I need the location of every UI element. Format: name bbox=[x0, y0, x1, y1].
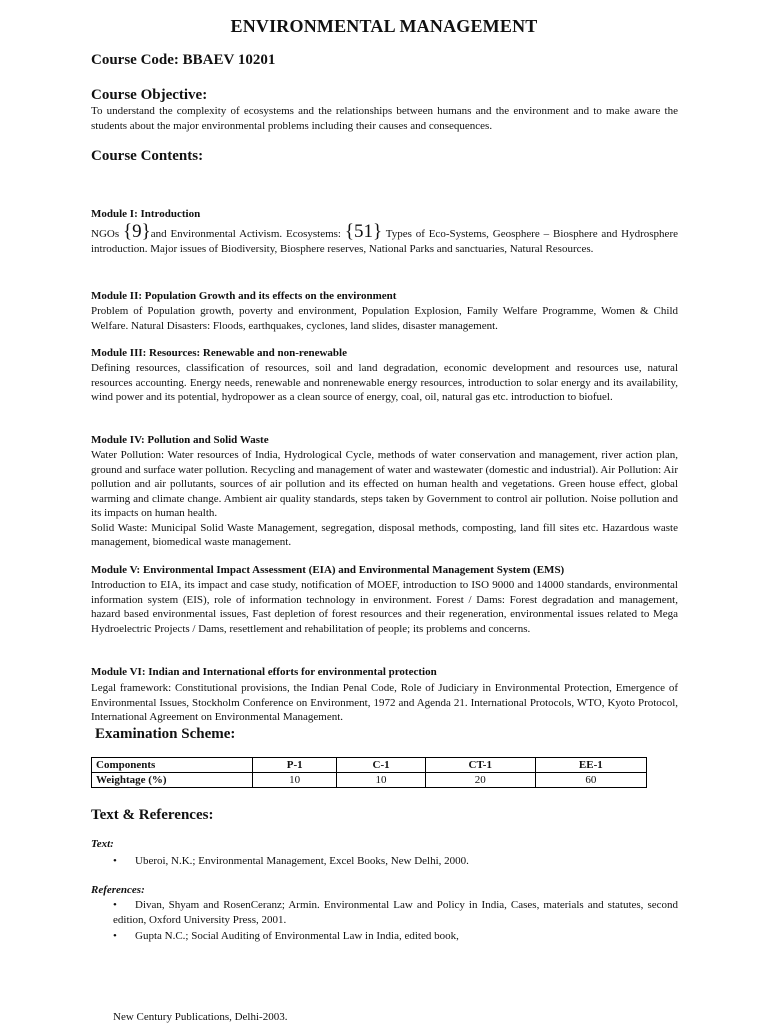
document-title: ENVIRONMENTAL MANAGEMENT bbox=[230, 16, 538, 36]
table-header-cell: P-1 bbox=[253, 758, 337, 773]
table-cell: 20 bbox=[425, 773, 535, 788]
module-6-text: Legal framework: Constitutional provisions, the Indian Penal Code, Role of Judiciary in Environmental Protection, Emergence of Environmental Issues, Stockholm Conference on Environment, 1972 and Agenda 21. International Protocols, WTO, Kyoto Protocol, International Agreement on Environmental Management. bbox=[91, 682, 678, 723]
bullet-icon: • bbox=[113, 899, 117, 911]
exam-heading: Examination Scheme: bbox=[95, 726, 236, 742]
objective-text: To understand the complexity of ecosystems and the relationships between humans and the environment and to make aware the students about the major environmental problems including their causes and consequences. bbox=[91, 105, 678, 132]
module-6-title: Module VI: Indian and International efforts for environmental protection bbox=[91, 666, 437, 678]
module-2-text: Problem of Population growth, poverty and environment, Population Explosion, Family Welfare Programme, Women & Child Welfare. Natural Disasters: Floods, earthquakes, cyclones, land slides, disaster management. bbox=[91, 305, 678, 332]
module-4-water-air: Water Pollution: Water resources of India, Hydrological Cycle, methods of water conservation and management, river action plan, ground and surface water pollution. Recycling and management of water and wastewater (domestic and industrial). Air Pollution: Air pollution and air pollutants, sources of air pollution and its effected on human health and vegetations. Green house effect, global warming and climate change. Ambient air quality standards, steps taken by Government to control air pollution. Noise pollution and its impacts on human health. bbox=[91, 449, 678, 519]
module-1-count-ngos: {9} bbox=[122, 221, 151, 242]
table-cell: 10 bbox=[253, 773, 337, 788]
table-header-cell: EE-1 bbox=[535, 758, 646, 773]
module-3-text: Defining resources, classification of resources, soil and land degradation, economic development and resources use, natural resources accounting. Energy needs, renewable and nonrenewable energy resources, introduction to solar energy and its availability, wind power and its potential, hydropower as a clean source of energy, coal, oil, natural gas etc. introduction to biofuel. bbox=[91, 362, 678, 403]
objective-heading: Course Objective: bbox=[91, 87, 208, 103]
list-item bbox=[113, 898, 678, 927]
table-header-cell: C-1 bbox=[337, 758, 425, 773]
module-1-text-b: and Environmental Activism. Ecosystems: bbox=[150, 228, 345, 240]
module-3-title: Module III: Resources: Renewable and non-renewable bbox=[91, 347, 347, 359]
module-1-title: Module I: Introduction bbox=[91, 208, 201, 220]
table-cell: 60 bbox=[535, 773, 646, 788]
module-5-title: Module V: Environmental Impact Assessment (EIA) and Environmental Management System (EMS) bbox=[91, 564, 565, 576]
table-header-row bbox=[92, 758, 647, 773]
module-4-title: Module IV: Pollution and Solid Waste bbox=[91, 434, 269, 446]
course-code: Course Code: BBAEV 10201 bbox=[91, 52, 276, 68]
reference-item: Divan, Shyam and RosenCeranz; Armin. Environmental Law and Policy in India, Cases, materials and statutes, second edition, Oxford University Press, 2001. bbox=[113, 899, 678, 926]
contents-heading: Course Contents: bbox=[91, 148, 204, 164]
reference-item: Gupta N.C.; Social Auditing of Environmental Law in India, edited book, bbox=[135, 930, 459, 942]
module-2-title: Module II: Population Growth and its effects on the environment bbox=[91, 290, 397, 302]
table-row bbox=[92, 773, 647, 788]
text-item: Uberoi, N.K.; Environmental Management, Excel Books, New Delhi, 2000. bbox=[135, 855, 469, 867]
module-4-solid-waste: Solid Waste: Municipal Solid Waste Management, segregation, disposal methods, composting, land fill sites etc. Hazardous waste management, biomedical waste management. bbox=[91, 521, 678, 548]
module-1-text-a: NGOs bbox=[91, 228, 123, 240]
table-header-cell: CT-1 bbox=[425, 758, 535, 773]
exam-scheme-table bbox=[91, 757, 647, 788]
module-1-text bbox=[91, 221, 678, 257]
table-cell: 10 bbox=[337, 773, 425, 788]
list-item bbox=[113, 854, 678, 869]
bullet-icon: • bbox=[113, 930, 117, 942]
module-4-text bbox=[91, 448, 678, 550]
references-section-heading: Text & References: bbox=[91, 807, 214, 823]
list-item bbox=[113, 929, 678, 944]
table-cell: Weightage (%) bbox=[92, 773, 253, 788]
table-header-cell: Components bbox=[92, 758, 253, 773]
module-5-text: Introduction to EIA, its impact and case study, notification of MOEF, introduction to ISO 9000 and 14000 standards, environmental information system (EIS), role of information technology in environment. Forest / Dams: Forest degradation and management, hazard based environmental issues, Fast depletion of forest resources and their regeneration, environmental issues related to Mega Hydroelectric Projects / Dams, resettlement and rehabilitation of people; its problems and concerns. bbox=[91, 579, 678, 635]
references-label: References: bbox=[91, 884, 145, 896]
module-1-count-ecosystems: {51} bbox=[344, 221, 383, 242]
text-label: Text: bbox=[91, 838, 114, 850]
module-1-text-c: Types of Eco-Systems, Geosphere – Biosphere and Hydrosphere introduction. Major issues of Biodiversity, Biosphere reserves, National Parks and sanctuaries, Natural Resources. bbox=[91, 228, 678, 255]
footer-text: New Century Publications, Delhi-2003. bbox=[113, 1011, 288, 1023]
bullet-icon: • bbox=[113, 855, 117, 867]
